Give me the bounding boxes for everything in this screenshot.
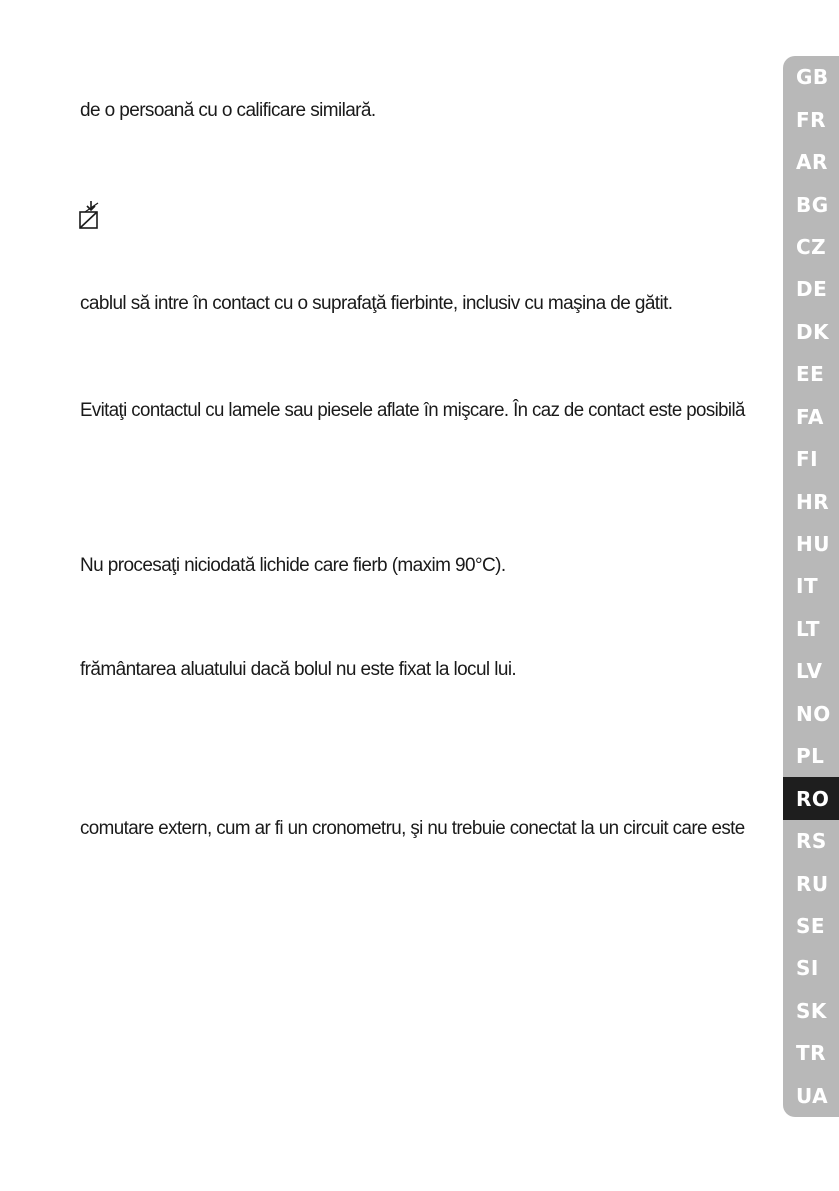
text-line: comutare extern, cum ar fi un cronometru, şi nu trebuie conectat la un circuit care este	[80, 818, 745, 839]
language-tab-hu[interactable]: HU	[796, 532, 830, 557]
language-tab-cz[interactable]: CZ	[796, 234, 827, 259]
language-tab-de[interactable]: DE	[796, 277, 828, 302]
text-line: de o persoană cu o calificare similară.	[80, 100, 376, 121]
language-tab-dk[interactable]: DK	[796, 319, 830, 344]
text-line: frământarea aluatului dacă bolul nu este fixat la locul lui.	[80, 659, 517, 680]
language-tab-rs[interactable]: RS	[796, 829, 827, 854]
language-tab-it[interactable]: IT	[796, 574, 819, 599]
language-tab-ua[interactable]: UA	[796, 1083, 829, 1108]
language-tab-sk[interactable]: SK	[796, 998, 827, 1023]
language-tab-lv[interactable]: LV	[796, 659, 823, 684]
language-tab-ro[interactable]: RO	[783, 777, 839, 819]
language-tab-lt[interactable]: LT	[796, 616, 821, 641]
text-line: Evitaţi contactul cu lamele sau piesele aflate în mişcare. În caz de contact este posibilă	[80, 400, 745, 421]
language-tab-fa[interactable]: FA	[796, 404, 824, 429]
language-tab-strip	[783, 56, 839, 1117]
language-tab-ru[interactable]: RU	[796, 871, 829, 896]
language-tab-se[interactable]: SE	[796, 914, 826, 939]
language-tab-hr[interactable]: HR	[796, 489, 830, 514]
text-line: cablul să intre în contact cu o suprafaţă fierbinte, inclusiv cu maşina de gătit.	[80, 293, 673, 314]
language-tab-fr[interactable]: FR	[796, 107, 827, 132]
language-tab-ar[interactable]: AR	[796, 150, 828, 175]
language-tab-ee[interactable]: EE	[796, 362, 825, 387]
language-tab-no[interactable]: NO	[796, 701, 831, 726]
language-tab-pl[interactable]: PL	[796, 744, 825, 769]
unplug-warning-icon	[78, 200, 104, 230]
language-tab-si[interactable]: SI	[796, 956, 819, 981]
language-tab-fi[interactable]: FI	[796, 447, 819, 472]
language-tab-tr[interactable]: TR	[796, 1041, 827, 1066]
text-line: Nu procesaţi niciodată lichide care fierb (maxim 90°C).	[80, 555, 506, 576]
language-tab-bg[interactable]: BG	[796, 192, 829, 217]
language-tab-gb[interactable]: GB	[796, 65, 829, 90]
